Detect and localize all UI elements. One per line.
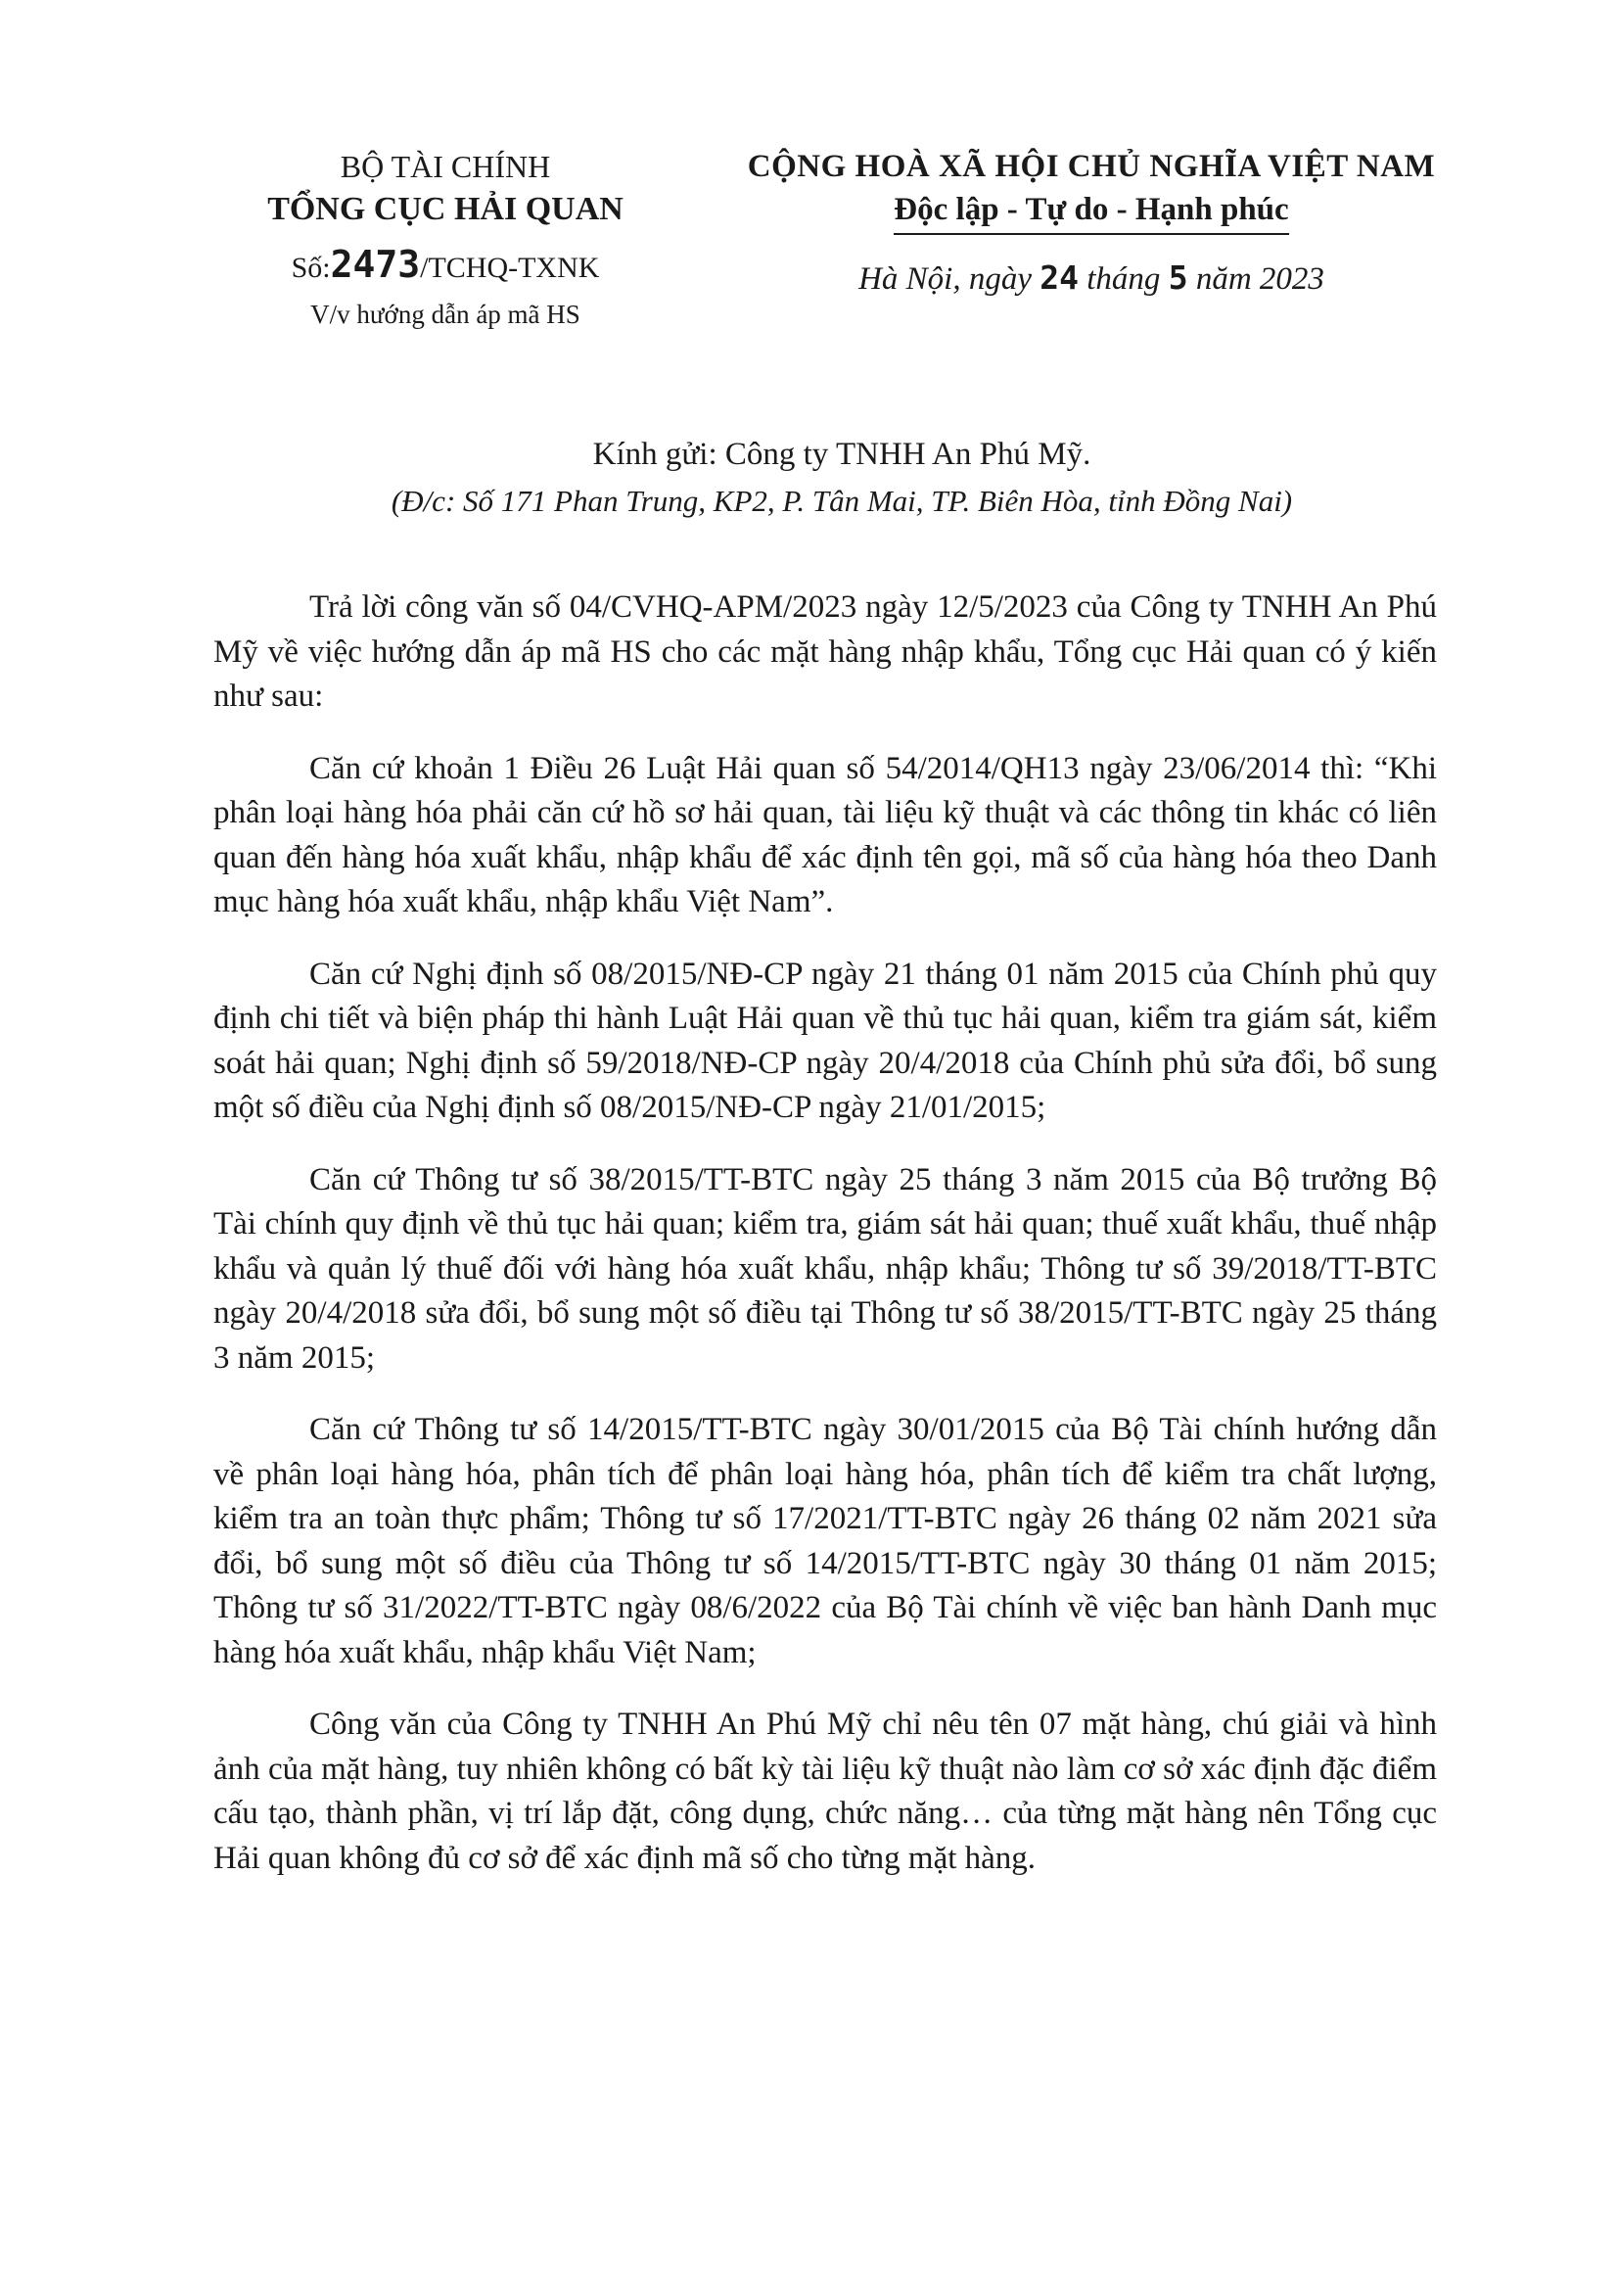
national-header (685, 145, 1498, 301)
date-month: 5 (1168, 258, 1188, 297)
body-paragraph: Công văn của Công ty TNHH An Phú Mỹ chỉ nêu tên 07 mặt hàng, chú giải và hình ảnh của mặt hàng, tuy nhiên không có bất kỳ tài liệu kỹ thuật nào làm cơ sở xác định đặc điểm cấu tạo, thành phần, vị trí lắp đặt, công dụng, chức năng… của từng mặt hàng nên Tổng cục Hải quan không đủ cơ sở để xác định mã số cho từng mặt hàng. (213, 1707, 1437, 1876)
recipient-address: (Đ/c: Số 171 Phan Trung, KP2, P. Tân Mai, TP. Biên Hòa, tỉnh Đồng Nai) (391, 484, 1293, 518)
date-year: năm 2023 (1195, 261, 1324, 297)
letter-body (213, 586, 1437, 1908)
body-paragraph: Căn cứ Nghị định số 08/2015/NĐ-CP ngày 21 tháng 01 năm 2015 của Chính phủ quy định chi tiết và biện pháp thi hành Luật Hải quan về thủ tục hải quan, kiểm tra giám sát, kiểm soát hải quan; Nghị định số 59/2018/NĐ-CP ngày 20/4/2018 của Chính phủ sửa đổi, bổ sung một số điều của Nghị định số 08/2015/NĐ-CP ngày 21/01/2015; (213, 956, 1437, 1125)
date-month-label: tháng (1086, 261, 1161, 297)
recipient-block (254, 431, 1429, 525)
body-paragraph: Căn cứ Thông tư số 38/2015/TT-BTC ngày 25 tháng 3 năm 2015 của Bộ trưởng Bộ Tài chính quy định về thủ tục hải quan; kiểm tra, giám sát hải quan; thuế xuất khẩu, thuế nhập khẩu và quản lý thuế đối với hàng hóa xuất khẩu, nhập khẩu; Thông tư số 39/2018/TT-BTC ngày 20/4/2018 sửa đổi, bổ sung một số điều tại Thông tư số 38/2015/TT-BTC ngày 25 tháng 3 năm 2015; (213, 1161, 1437, 1376)
doc-no-prefix: Số: (291, 252, 331, 284)
country-name: CỘNG HOÀ XÃ HỘI CHỦ NGHĨA VIỆT NAM (747, 149, 1436, 184)
body-paragraph: Căn cứ khoản 1 Điều 26 Luật Hải quan số 54/2014/QH13 ngày 23/06/2014 thì: “Khi phân loại hàng hóa phải căn cứ hồ sơ hải quan, tài liệu kỹ thuật và các thông tin khác có liên quan đến hàng hóa xuất khẩu, nhập khẩu để xác định tên gọi, mã số của hàng hóa theo Danh mục hàng hóa xuất khẩu, nhập khẩu Việt Nam”. (213, 750, 1437, 919)
issuer-block (206, 145, 685, 330)
body-paragraph: Căn cứ Thông tư số 14/2015/TT-BTC ngày 30/01/2015 của Bộ Tài chính hướng dẫn về phân loại hàng hóa, phân tích để phân loại hàng hóa, phân tích để kiểm tra chất lượng, kiểm tra an toàn thực phẩm; Thông tư số 17/2021/TT-BTC ngày 26 tháng 02 năm 2021 sửa đổi, bổ sung một số điều của Thông tư số 14/2015/TT-BTC ngày 30 tháng 01 năm 2015; Thông tư số 31/2022/TT-BTC ngày 08/6/2022 của Bộ Tài chính về việc ban hành Danh mục hàng hóa xuất khẩu, nhập khẩu Việt Nam; (213, 1412, 1437, 1670)
issue-date (685, 257, 1498, 301)
date-place: Hà Nội, ngày (858, 261, 1033, 297)
body-paragraph: Trả lời công văn số 04/CVHQ-APM/2023 ngày 12/5/2023 của Công ty TNHH An Phú Mỹ về việc hướng dẫn áp mã HS cho các mặt hàng nhập khẩu, Tổng cục Hải quan có ý kiến như sau: (213, 589, 1437, 714)
ministry-name: BỘ TÀI CHÍNH (340, 149, 551, 184)
doc-no-handwritten: 2473 (330, 243, 421, 286)
document-number (206, 243, 685, 290)
date-day: 24 (1040, 258, 1080, 297)
national-motto: Độc lập - Tự do - Hạnh phúc (894, 188, 1288, 235)
document-subject: V/v hướng dẫn áp mã HS (310, 300, 580, 329)
department-name: TỔNG CỤC HẢI QUAN (267, 191, 624, 227)
recipient-line: Kính gửi: Công ty TNHH An Phú Mỹ. (592, 437, 1091, 472)
doc-no-suffix: /TCHQ-TXNK (420, 252, 600, 284)
